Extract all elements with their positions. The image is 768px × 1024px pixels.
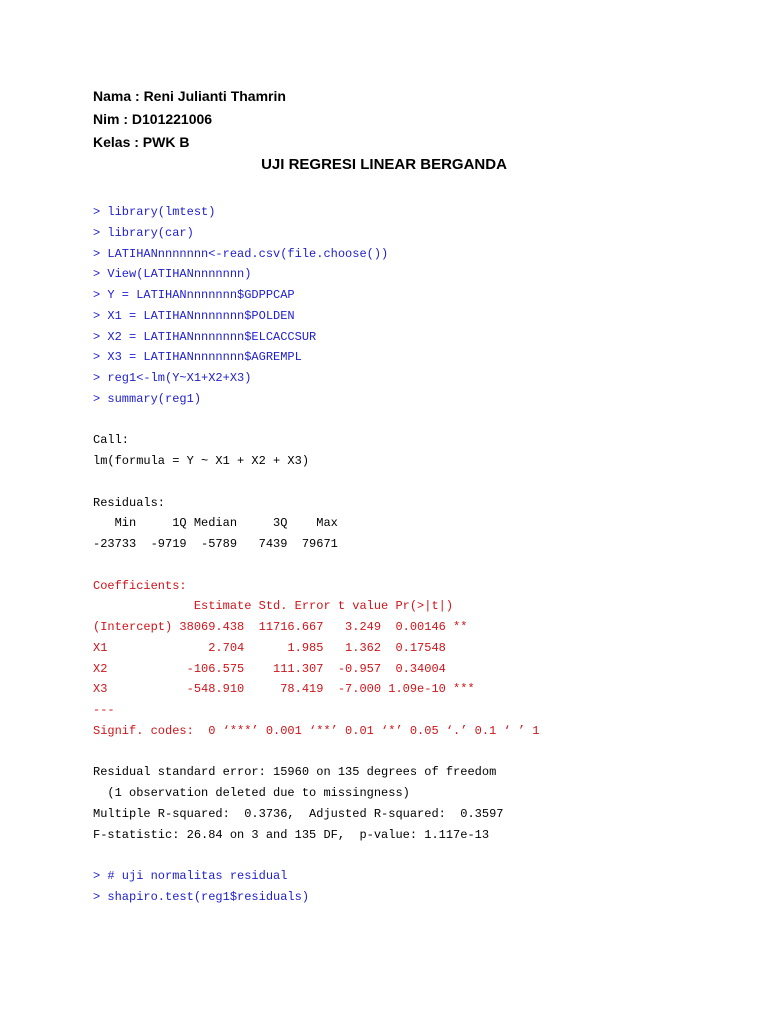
r-console-output <box>93 202 539 908</box>
r-coefficients-line: X1 2.704 1.985 1.362 0.17548 <box>93 640 446 655</box>
r-coefficients-line: Estimate Std. Error t value Pr(>|t|) <box>93 599 454 614</box>
r-output-line <box>93 555 539 576</box>
r-output-line <box>93 845 539 866</box>
r-command-line: > Y = LATIHANnnnnnnn$GDPPCAP <box>93 288 295 302</box>
r-command-line: > LATIHANnnnnnnn<-read.csv(file.choose()) <box>93 246 389 261</box>
r-coefficients-line: X3 -548.910 78.419 -7.000 1.09e-10 *** <box>93 682 475 697</box>
r-coefficients-line: Coefficients: <box>93 578 187 593</box>
r-output-line <box>93 472 539 493</box>
r-output-line: -23733 -9719 -5789 7439 79671 <box>93 537 338 551</box>
r-coefficients-line: (Intercept) 38069.438 11716.667 3.249 0.00146 ** <box>93 620 468 634</box>
r-command-line: > # uji normalitas residual <box>93 869 288 883</box>
student-name: Nama : Reni Julianti Thamrin <box>93 88 286 104</box>
r-command-line: > library(lmtest) <box>93 205 216 219</box>
document-title-text: UJI REGRESI LINEAR BERGANDA <box>261 156 507 173</box>
r-command-line: > reg1<-lm(Y~X1+X2+X3) <box>93 371 252 385</box>
r-output-line: Min 1Q Median 3Q Max <box>93 516 338 531</box>
document-title <box>0 156 768 174</box>
r-command-line: > library(car) <box>93 225 194 240</box>
r-command-line: > X1 = LATIHANnnnnnnn$POLDEN <box>93 308 295 323</box>
r-output-line: lm(formula = Y ~ X1 + X2 + X3) <box>93 454 310 468</box>
r-coefficients-line: Signif. codes: 0 ‘***’ 0.001 ‘**’ 0.01 ‘*’ 0.05 ‘.’ 0.1 ‘ ’ 1 <box>93 723 540 738</box>
r-output-line: F-statistic: 26.84 on 3 and 135 DF, p-value: 1.117e-13 <box>93 827 490 842</box>
r-coefficients-line: X2 -106.575 111.307 -0.957 0.34004 <box>93 661 446 676</box>
r-output-line <box>93 742 539 763</box>
student-nim: Nim : D101221006 <box>93 111 213 127</box>
r-output-line: Multiple R-squared: 0.3736, Adjusted R-squared: 0.3597 <box>93 806 504 821</box>
r-output-line: Call: <box>93 433 130 448</box>
r-command-line: > View(LATIHANnnnnnnn) <box>93 267 252 282</box>
r-command-line: > shapiro.test(reg1$residuals) <box>93 889 310 904</box>
r-command-line: > summary(reg1) <box>93 391 202 406</box>
r-output-line: (1 observation deleted due to missingness) <box>93 786 410 800</box>
student-class: Kelas : PWK B <box>93 134 190 150</box>
r-output-line: Residuals: <box>93 495 166 510</box>
r-command-line: > X2 = LATIHANnnnnnnn$ELCACCSUR <box>93 329 317 344</box>
r-output-line <box>93 410 539 431</box>
r-command-line: > X3 = LATIHANnnnnnnn$AGREMPL <box>93 350 302 365</box>
r-output-line: Residual standard error: 15960 on 135 degrees of freedom <box>93 765 497 780</box>
r-coefficients-line: --- <box>93 703 115 717</box>
